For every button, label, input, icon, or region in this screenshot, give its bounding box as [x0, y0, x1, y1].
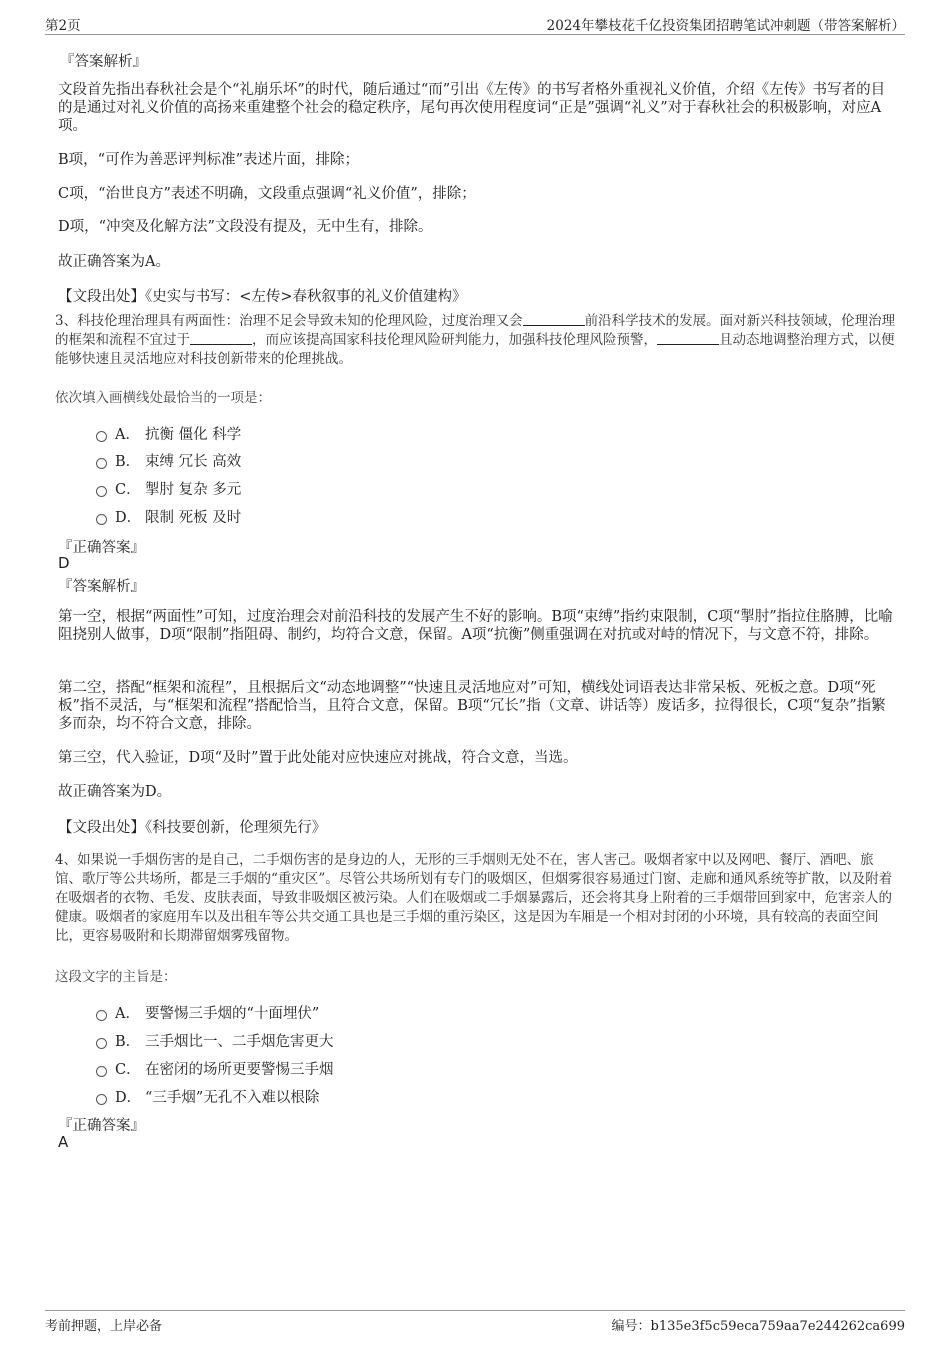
radio-icon[interactable] [96, 1010, 107, 1021]
option-d[interactable]: D． 限制 死板 及时 [96, 506, 241, 526]
radio-icon[interactable] [96, 1066, 107, 1077]
analysis-paragraph: 第二空，搭配“框架和流程”，且根据后文“动态地调整”“快速且灵活地应对”可知，横线处词语表达非常呆板、死板之意。D项“死板”指不灵活，与“框架和流程”搭配恰当，且符合文意，保留。B项“冗长”指（文章、讲话等）废话多，拉得很长，C项“复杂”指繁多而杂，均不符合文意，排除。 [58, 680, 886, 732]
conclusion-paragraph: 故正确答案为A。 [58, 254, 170, 270]
option-b[interactable]: B． 束缚 冗长 高效 [96, 450, 241, 470]
analysis-paragraph: C项，“治世良方”表述不明确，文段重点强调“礼义价值”，排除； [58, 186, 476, 202]
radio-icon[interactable] [96, 1094, 107, 1105]
conclusion-paragraph: 故正确答案为D。 [58, 784, 172, 800]
question-3-text: 3、科技伦理治理具有两面性：治理不足会导致未知的伦理风险，过度治理又会 前沿科学技术的发展。面对新兴科技领域，伦理治理的框架和流程不宜过于 ，而应该提高国家科技伦理风险研判能力，加强科技伦理风险预警， 且动态地调整治理方式，以便能够快速且灵活地应对科技创新带来的伦理挑战。 [55, 313, 896, 367]
option-a[interactable]: A． 要警惕三手烟的“十面埋伏” [96, 1002, 319, 1022]
fill-blank [523, 313, 585, 326]
radio-icon[interactable] [96, 514, 107, 525]
analysis-paragraph: 第三空，代入验证，D项“及时”置于此处能对应快速应对挑战，符合文意，当选。 [58, 750, 578, 766]
option-b[interactable]: B． 三手烟比一、二手烟危害更大 [96, 1030, 334, 1050]
source-citation: 【文段出处】《史实与书写：<左传>春秋叙事的礼义价值建构》 [58, 289, 467, 305]
analysis-paragraph: 第一空，根据“两面性”可知，过度治理会对前沿科技的发展产生不好的影响。B项“束缚”指约束限制，C项“掣肘”指拉住胳膊，比喻阻挠别人做事，D项“限制”指阻碍、制约，均符合文意，保留。A项“抗衡”侧重强调在对抗或对峙的情况下，与文意不符，排除。 [58, 609, 893, 643]
source-citation: 【文段出处】《科技要创新，伦理须先行》 [58, 820, 327, 836]
document-title: 2024年攀枝花千亿投资集团招聘笔试冲刺题（带答案解析） [546, 18, 905, 34]
correct-answer-tag: 『正确答案』 [58, 1118, 145, 1134]
radio-icon[interactable] [96, 1038, 107, 1049]
option-d[interactable]: D． “三手烟”无孔不入难以根除 [96, 1086, 319, 1106]
correct-answer: D [58, 554, 70, 572]
question-4-text: 4、如果说一手烟伤害的是自己，二手烟伤害的是身边的人，无形的三手烟则无处不在，害人害己。吸烟者家中以及网吧、餐厅、酒吧、旅馆、歌厅等公共场所，都是三手烟的“重灾区”。尽管公共场所划有专门的吸烟区，但烟雾很容易通过门窗、走廊和通风系统等扩散，以及附着在吸烟者的衣物、毛发、皮肤表面，导致非吸烟区被污染。人们在吸烟或二手烟暴露后，还会将其身上附着的三手烟带回到家中，危害亲人的健康。吸烟者的家庭用车以及出租车等公共交通工具也是三手烟的重污染区，这是因为车厢是一个相对封闭的小环境，具有较高的表面空间比，更容易吸附和长期滞留烟雾残留物。 [55, 852, 893, 944]
analysis-tag: 『答案解析』 [60, 54, 147, 70]
page-number: 第2页 [45, 18, 81, 34]
correct-answer-tag: 『正确答案』 [58, 540, 145, 556]
radio-icon[interactable] [96, 486, 107, 497]
fill-blank [657, 332, 719, 345]
option-a[interactable]: A． 抗衡 僵化 科学 [96, 423, 241, 443]
radio-icon[interactable] [96, 458, 107, 469]
question-stem: 依次填入画横线处最恰当的一项是： [55, 390, 271, 406]
option-c[interactable]: C． 在密闭的场所更要警惕三手烟 [96, 1058, 334, 1078]
page-header [45, 12, 905, 35]
option-c[interactable]: C． 掣肘 复杂 多元 [96, 478, 241, 498]
analysis-paragraph: 文段首先指出春秋社会是个“礼崩乐坏”的时代，随后通过“而”引出《左传》的书写者格外重视礼义价值，介绍《左传》书写者的目的是通过对礼义价值的高扬来重建整个社会的稳定秩序，尾句再次使用程度词“正是”强调“礼义”对于春秋社会的积极影响，对应A项。 [58, 82, 886, 134]
analysis-paragraph: D项，“冲突及化解方法”文段没有提及，无中生有，排除。 [58, 219, 433, 235]
document-id: 编号：b135e3f5c59eca759aa7e244262ca699 [611, 1319, 905, 1334]
correct-answer: A [58, 1133, 69, 1151]
analysis-paragraph: B项，“可作为善恶评判标准”表述片面，排除； [58, 152, 359, 168]
fill-blank [190, 332, 252, 345]
page-footer [45, 1310, 905, 1335]
radio-icon[interactable] [96, 431, 107, 442]
question-stem: 这段文字的主旨是： [55, 969, 177, 985]
footer-slogan: 考前押题，上岸必备 [45, 1319, 163, 1334]
analysis-tag: 『答案解析』 [58, 579, 145, 595]
